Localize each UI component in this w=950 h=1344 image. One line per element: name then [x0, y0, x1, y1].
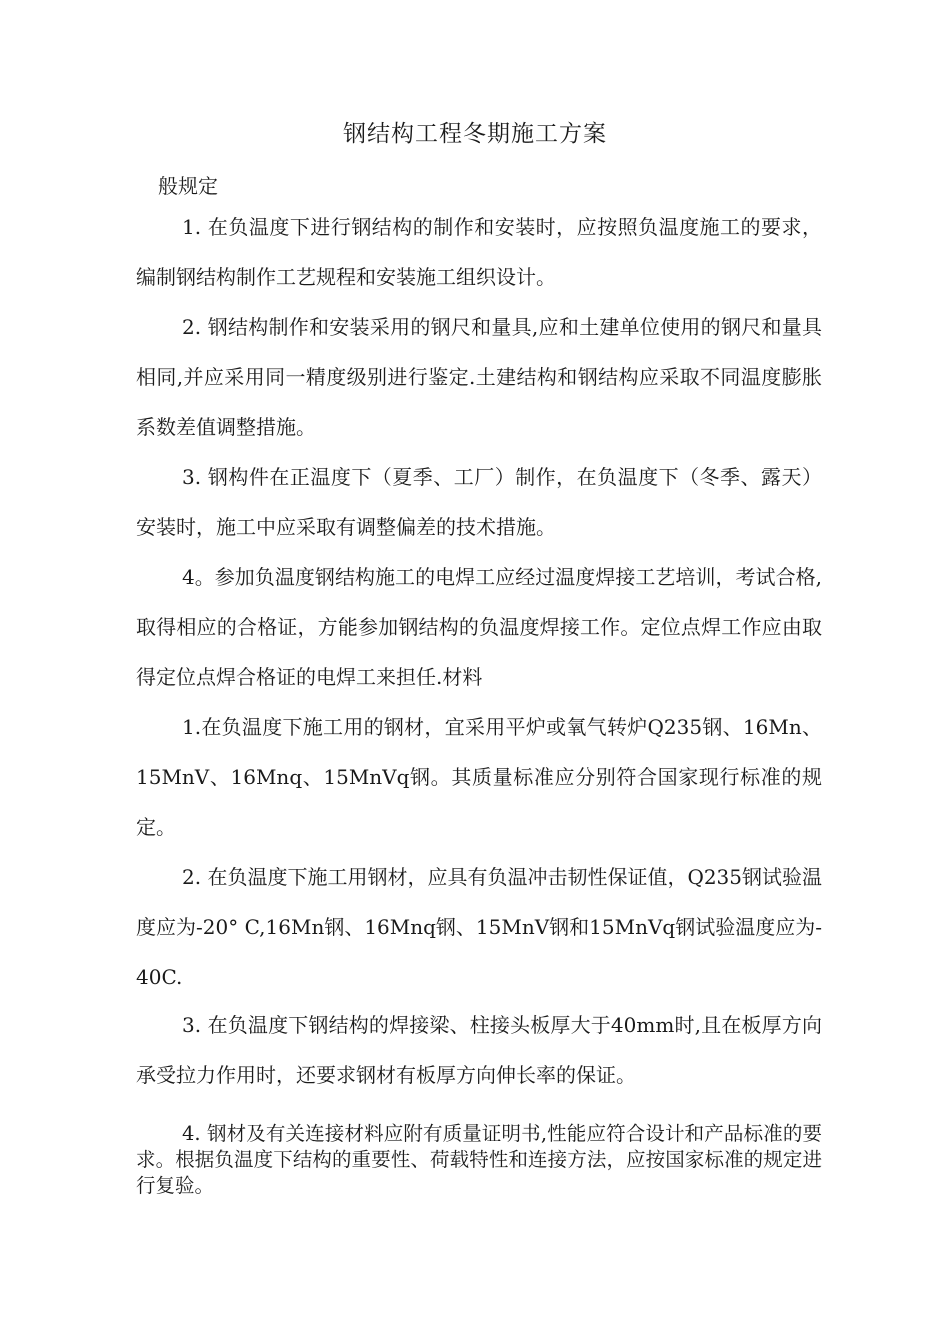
paragraph-material-2: 2. 在负温度下施工用钢材，应具有负温冲击韧性保证值，Q235钢试验温度应为-20° C,16Mn钢、16Mnq钢、15MnV钢和15MnVq钢试验温度应为-40C. [136, 865, 823, 989]
document-title: 钢结构工程冬期施工方案 [343, 121, 607, 147]
paragraph-general-2: 2. 钢结构制作和安装采用的钢尺和量具,应和土建单位使用的钢尺和量具相同,并应采用同一精度级别进行鉴定.土建结构和钢结构应采取不同温度膨胀系数差值调整措施。 [136, 315, 822, 439]
paragraph-material-3: 3. 在负温度下钢结构的焊接梁、柱接头板厚大于40mm时,且在板厚方向承受拉力作用时，还要求钢材有板厚方向伸长率的保证。 [136, 1013, 822, 1087]
paragraph-material-1: 1.在负温度下施工用的钢材，宜采用平炉或氧气转炉Q235钢、16Mn、15MnV、16Mnq、15MnVq钢。其质量标准应分别符合国家现行标准的规定。 [136, 715, 822, 839]
paragraph-material-4: 4. 钢材及有关连接材料应附有质量证明书,性能应符合设计和产品标准的要求。根据负温度下结构的重要性、荷载特性和连接方法，应按国家标准的规定进行复验。 [136, 1122, 822, 1197]
paragraph-general-4: 4。参加负温度钢结构施工的电焊工应经过温度焊接工艺培训，考试合格,取得相应的合格证，方能参加钢结构的负温度焊接工作。定位点焊工作应由取得定位点焊合格证的电焊工来担任.材料 [136, 565, 822, 689]
paragraph-general-1: 1. 在负温度下进行钢结构的制作和安装时，应按照负温度施工的要求，编制钢结构制作工艺规程和安装施工组织设计。 [136, 215, 822, 289]
section-heading: 般规定 [158, 174, 218, 198]
paragraph-general-3: 3. 钢构件在正温度下（夏季、工厂）制作，在负温度下（冬季、露天）安装时，施工中应采取有调整偏差的技术措施。 [136, 465, 822, 539]
